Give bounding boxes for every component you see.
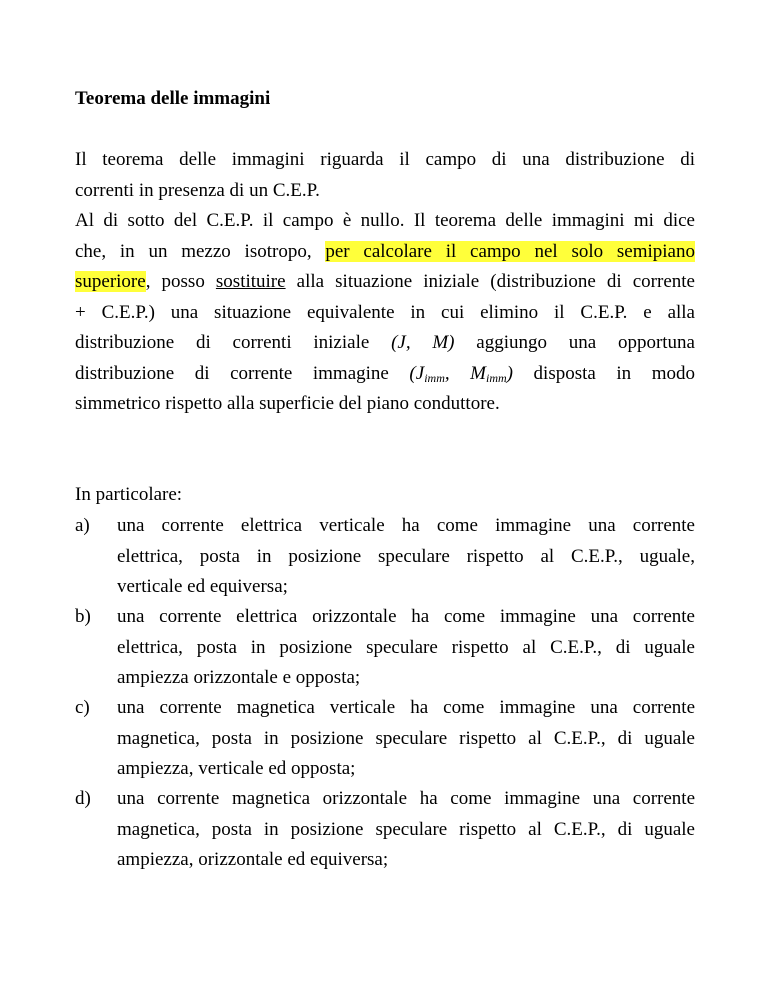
intro-text: aggiungo una opportuna (454, 332, 695, 353)
intro-line: simmetrico rispetto alla superficie del piano conduttore. (75, 393, 500, 414)
italic-text: (J, M) (391, 332, 455, 353)
highlighted-text: per calcolare il campo nel solo semipiano (325, 240, 695, 262)
list-item-body (117, 511, 695, 603)
list-item-body (117, 784, 695, 876)
intro-line: Al di sotto del C.E.P. il campo è nullo. Il teorema delle immagini mi dice (75, 210, 695, 231)
list-item-body (117, 602, 695, 694)
list-line: ampiezza, verticale ed opposta; (117, 758, 356, 779)
intro-line (75, 359, 695, 390)
list-marker: a) (75, 515, 90, 536)
list-line: magnetica, posta in posizione speculare rispetto al C.E.P., di uguale (117, 818, 695, 840)
intro-line (75, 267, 695, 298)
list-line: una corrente magnetica orizzontale ha come immagine una corrente (117, 788, 695, 809)
list-marker: c) (75, 697, 90, 718)
list-line: elettrica, posta in posizione speculare rispetto al C.E.P., uguale, (117, 545, 695, 567)
list-marker: d) (75, 788, 91, 809)
list-line: magnetica, posta in posizione speculare rispetto al C.E.P., di uguale (117, 727, 695, 749)
highlighted-text: superiore (75, 271, 146, 292)
intro-line (75, 237, 695, 268)
particular-section (75, 480, 695, 511)
intro-text: distribuzione di correnti iniziale (75, 332, 392, 353)
document-title: Teorema delle immagini (75, 88, 271, 109)
section-heading: In particolare: (75, 484, 183, 505)
list-line: una corrente elettrica verticale ha come immagine una corrente (117, 515, 695, 536)
italic-symbol: ($J_{imm}$, $M_{imm}$) (409, 362, 513, 385)
intro-text: disposta in modo (513, 362, 695, 384)
intro-line: correnti in presenza di un C.E.P. (75, 179, 320, 201)
list-marker: b) (75, 606, 91, 627)
intro-paragraph (75, 145, 695, 420)
intro-text: distribuzione di corrente immagine (75, 362, 410, 384)
list-line: elettrica, posta in posizione speculare rispetto al C.E.P., di uguale (117, 636, 695, 658)
list-line: verticale ed equiversa; (117, 576, 288, 597)
list-line: ampiezza orizzontale e opposta; (117, 667, 361, 688)
intro-text: che, in un mezzo isotropo, (75, 240, 326, 262)
intro-line: + C.E.P.) una situazione equivalente in cui elimino il C.E.P. e alla (75, 301, 695, 323)
intro-line (75, 328, 695, 359)
list-item-body (117, 693, 695, 785)
list-line: una corrente magnetica verticale ha come immagine una corrente (117, 697, 695, 718)
intro-line: Il teorema delle immagini riguarda il campo di una distribuzione di (75, 149, 695, 170)
list-line: una corrente elettrica orizzontale ha come immagine una corrente (117, 606, 695, 627)
intro-text: , posso (145, 271, 216, 292)
underlined-text: sostituire (215, 271, 286, 292)
list-line: ampiezza, orizzontale ed equiversa; (117, 849, 389, 870)
intro-text: alla situazione iniziale (distribuzione di corrente (285, 271, 695, 292)
